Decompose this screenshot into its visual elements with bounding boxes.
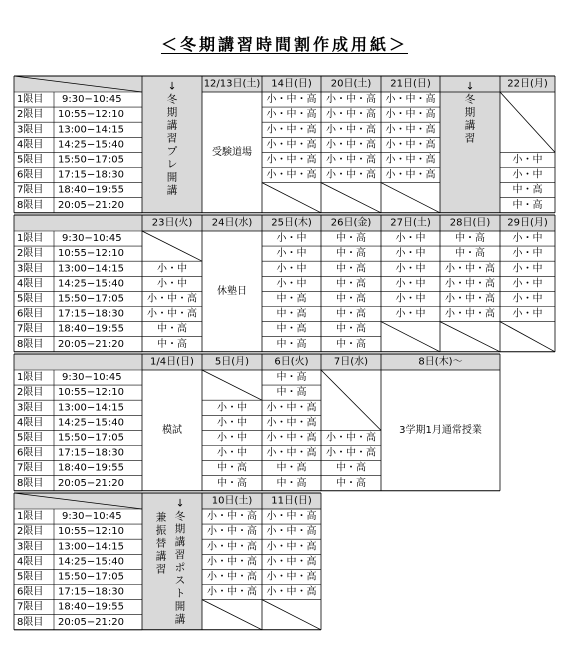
empty-slot-diagonal xyxy=(440,322,500,352)
period-label: 5限目 xyxy=(17,571,44,583)
schedule-cell: 小・中・高 xyxy=(266,109,317,121)
schedule-cell: 小・中・高 xyxy=(445,308,495,320)
header-corner xyxy=(14,354,142,370)
period-label: 2限目 xyxy=(17,526,44,538)
column-header: 8日(木)〜 xyxy=(418,356,463,368)
period-label: 1限目 xyxy=(17,94,44,106)
period-label: 8限目 xyxy=(17,477,44,489)
period-label: 1限目 xyxy=(17,511,44,523)
schedule-cell: 小・中 xyxy=(395,263,426,275)
period-label: 6限目 xyxy=(17,169,44,181)
empty-slot-diagonal xyxy=(381,183,440,213)
period-label: 6限目 xyxy=(17,308,44,320)
merged-cell-text: 模試 xyxy=(162,424,182,436)
schedule-cell: 中・高 xyxy=(157,338,187,350)
side-label-text: 期 xyxy=(464,106,476,119)
period-time: 17:15−18:30 xyxy=(58,586,125,598)
schedule-cell: 中・高 xyxy=(336,233,366,245)
schedule-cell: 中・高 xyxy=(276,372,307,384)
schedule-cell: 小・中・高 xyxy=(266,447,317,459)
empty-slot-diagonal xyxy=(321,183,381,213)
side-label-text: 期 xyxy=(166,106,178,119)
column-header: 29日(月) xyxy=(507,217,548,229)
schedule-cell: 小・中・高 xyxy=(266,417,317,429)
schedule-cell: 中・高 xyxy=(512,184,543,196)
period-time: 17:15−18:30 xyxy=(58,308,125,320)
side-label-text: 習 xyxy=(166,132,178,145)
schedule-cell: 小・中 xyxy=(276,233,307,245)
schedule-cell: 小・中 xyxy=(217,432,247,444)
side-label-cell xyxy=(142,493,202,630)
schedule-cell: 小・中・高 xyxy=(326,154,376,166)
column-header: 10日(土) xyxy=(211,495,253,507)
period-label: 3限目 xyxy=(17,124,44,136)
side-label-text: ス xyxy=(174,574,186,587)
column-header: 7日(水) xyxy=(333,356,369,368)
period-time: 18:40−19:55 xyxy=(58,462,125,474)
schedule-cell: 中・高 xyxy=(336,477,366,489)
schedule-cell: 中・高 xyxy=(336,338,366,350)
schedule-cell: 小・中・高 xyxy=(266,94,317,106)
merged-cell-text: 休塾日 xyxy=(217,285,247,297)
side-label-text: ↓ xyxy=(175,497,185,510)
schedule-cell: 中・高 xyxy=(336,278,366,290)
schedule-cell: 中・高 xyxy=(512,199,543,211)
period-label: 8限目 xyxy=(17,199,44,211)
column-header: 1/4日(日) xyxy=(150,356,194,368)
schedule-cell: 小・中 xyxy=(276,278,307,290)
schedule-cell: 小・中 xyxy=(157,263,187,275)
period-label: 2限目 xyxy=(17,109,44,121)
period-time: 14:25−15:40 xyxy=(58,278,125,290)
schedule-cell: 小・中 xyxy=(217,447,247,459)
schedule-cell: 小・中・高 xyxy=(266,154,317,166)
side-label-text: 習 xyxy=(464,132,476,145)
period-time: 20:05−21:20 xyxy=(58,199,125,211)
schedule-cell: 小・中・高 xyxy=(266,511,317,523)
period-label: 7限目 xyxy=(17,184,44,196)
schedule-cell: 中・高 xyxy=(276,308,307,320)
period-label: 7限目 xyxy=(17,323,44,335)
side-label2-text: 兼 xyxy=(155,511,167,524)
schedule-cell: 中・高 xyxy=(276,387,307,399)
schedule-cell: 小・中・高 xyxy=(266,556,317,568)
side-label-text: ↓ xyxy=(167,80,177,93)
period-time: 14:25−15:40 xyxy=(58,417,125,429)
side-label-text: 習 xyxy=(174,548,186,561)
period-time: 14:25−15:40 xyxy=(58,556,125,568)
schedule-cell: 小・中 xyxy=(512,263,543,275)
side-label-text: 講 xyxy=(464,119,476,132)
side-label-text: 講 xyxy=(174,536,186,549)
empty-slot-diagonal xyxy=(381,322,440,352)
period-time: 9:30−10:45 xyxy=(62,372,122,384)
period-time: 9:30−10:45 xyxy=(62,233,122,245)
schedule-cell: 中・高 xyxy=(276,293,307,305)
schedule-cell: 小・中・高 xyxy=(326,432,376,444)
schedule-cell: 小・中 xyxy=(217,417,247,429)
empty-slot-diagonal xyxy=(202,600,262,630)
schedule-cell: 小・中・高 xyxy=(207,586,257,598)
schedule-cell: 小・中・高 xyxy=(266,571,317,583)
period-time: 14:25−15:40 xyxy=(58,139,125,151)
schedule-cell: 中・高 xyxy=(276,462,307,474)
schedule-cell: 小・中・高 xyxy=(326,447,376,459)
schedule-cell: 小・中・高 xyxy=(266,541,317,553)
side-label-text: 講 xyxy=(166,119,178,132)
schedule-cell: 中・高 xyxy=(336,323,366,335)
side-label-text: 開 xyxy=(174,600,186,613)
schedule-cell: 中・高 xyxy=(217,477,247,489)
period-time: 20:05−21:20 xyxy=(58,616,125,628)
period-label: 7限目 xyxy=(17,601,44,613)
schedule-cell: 小・中・高 xyxy=(326,169,376,181)
side-label-text: ポ xyxy=(174,561,186,574)
side-label2-text: 講 xyxy=(155,550,167,563)
schedule-cell: 小・中・高 xyxy=(445,293,495,305)
empty-slot-diagonal xyxy=(262,183,321,213)
side-label-text: 講 xyxy=(174,613,186,626)
period-time: 15:50−17:05 xyxy=(58,571,125,583)
schedule-cell: 中・高 xyxy=(455,233,485,245)
schedule-cell: 小・中・高 xyxy=(326,139,376,151)
period-time: 13:00−14:15 xyxy=(58,402,125,414)
schedule-cell: 小・中・高 xyxy=(207,526,257,538)
schedule-cell: 小・中 xyxy=(157,278,187,290)
schedule-cell: 中・高 xyxy=(276,323,307,335)
empty-slot-diagonal xyxy=(321,370,381,430)
column-header: 28日(日) xyxy=(449,217,491,229)
column-header: 21日(日) xyxy=(390,78,431,90)
schedule-cell: 小・中・高 xyxy=(445,263,495,275)
schedule-cell: 中・高 xyxy=(336,263,366,275)
column-header: 14日(日) xyxy=(271,78,312,90)
period-time: 15:50−17:05 xyxy=(58,293,125,305)
period-time: 10:55−12:10 xyxy=(58,387,125,399)
side-label2-text: 習 xyxy=(155,563,167,576)
side-label-text: プ xyxy=(166,145,178,158)
period-label: 6限目 xyxy=(17,586,44,598)
schedule-cell: 小・中・高 xyxy=(326,124,376,136)
schedule-cell: 小・中・高 xyxy=(147,308,197,320)
period-label: 5限目 xyxy=(17,154,44,166)
schedule-cell: 中・高 xyxy=(336,462,366,474)
schedule-cell: 小・中・高 xyxy=(385,124,436,136)
period-label: 3限目 xyxy=(17,263,44,275)
period-label: 4限目 xyxy=(17,417,44,429)
side-label-text: 冬 xyxy=(166,93,178,106)
schedule-cell: 中・高 xyxy=(455,248,485,260)
period-time: 10:55−12:10 xyxy=(58,109,125,121)
schedule-cell: 小・中・高 xyxy=(207,511,257,523)
period-time: 9:30−10:45 xyxy=(62,511,122,523)
period-label: 3限目 xyxy=(17,402,44,414)
schedule-cell: 小・中・高 xyxy=(385,154,436,166)
schedule-cell: 小・中・高 xyxy=(266,586,317,598)
period-time: 17:15−18:30 xyxy=(58,447,125,459)
period-label: 1限目 xyxy=(17,372,44,384)
schedule-cell: 中・高 xyxy=(336,308,366,320)
period-label: 6限目 xyxy=(17,447,44,459)
period-time: 18:40−19:55 xyxy=(58,601,125,613)
schedule-cell: 小・中・高 xyxy=(266,139,317,151)
period-time: 9:30−10:45 xyxy=(62,94,122,106)
schedule-cell: 小・中・高 xyxy=(266,124,317,136)
schedule-cell: 小・中 xyxy=(512,248,543,260)
schedule-cell: 小・中・高 xyxy=(147,293,197,305)
empty-slot-diagonal xyxy=(500,322,555,352)
schedule-cell: 小・中・高 xyxy=(266,402,317,414)
schedule-cell: 中・高 xyxy=(336,293,366,305)
schedule-cell: 小・中・高 xyxy=(385,139,436,151)
schedule-cell: 小・中・高 xyxy=(266,526,317,538)
period-label: 5限目 xyxy=(17,432,44,444)
period-label: 4限目 xyxy=(17,139,44,151)
schedule-cell: 小・中 xyxy=(512,233,543,245)
period-label: 4限目 xyxy=(17,278,44,290)
column-header: 11日(日) xyxy=(271,495,312,507)
side-label2-text: 替 xyxy=(155,537,167,550)
period-time: 20:05−21:20 xyxy=(58,477,125,489)
period-time: 20:05−21:20 xyxy=(58,338,125,350)
period-time: 10:55−12:10 xyxy=(58,526,125,538)
period-time: 18:40−19:55 xyxy=(58,323,125,335)
schedule-cell: 小・中 xyxy=(395,308,426,320)
schedule-cell: 小・中 xyxy=(512,308,543,320)
period-label: 8限目 xyxy=(17,616,44,628)
side-label-text: レ xyxy=(166,158,178,171)
schedule-cell: 小・中・高 xyxy=(326,94,376,106)
period-label: 7限目 xyxy=(17,462,44,474)
schedule-cell: 小・中 xyxy=(217,402,247,414)
period-time: 13:00−14:15 xyxy=(58,263,125,275)
schedule-cell: 小・中 xyxy=(512,169,543,181)
schedule-cell: 小・中 xyxy=(512,278,543,290)
column-header: 25日(木) xyxy=(271,217,312,229)
schedule-cell: 中・高 xyxy=(336,248,366,260)
schedule-cell: 小・中・高 xyxy=(266,169,317,181)
period-time: 13:00−14:15 xyxy=(58,541,125,553)
schedule-cell: 小・中・高 xyxy=(207,556,257,568)
period-time: 17:15−18:30 xyxy=(58,169,125,181)
schedule-cell: 中・高 xyxy=(217,462,247,474)
schedule-cell: 小・中 xyxy=(512,154,543,166)
page-title: ＜冬期講習時間割作成用紙＞ xyxy=(160,35,408,54)
column-header: 6日(火) xyxy=(274,356,309,368)
column-header: 23日(火) xyxy=(151,217,193,229)
empty-slot-diagonal xyxy=(262,600,321,630)
schedule-cell: 小・中・高 xyxy=(385,169,436,181)
merged-cell-text: 受験道場 xyxy=(212,146,252,158)
side-label-text: ↓ xyxy=(465,80,475,93)
column-header: 5日(月) xyxy=(214,356,250,368)
period-label: 2限目 xyxy=(17,387,44,399)
period-label: 8限目 xyxy=(17,338,44,350)
empty-slot-diagonal xyxy=(500,92,555,152)
schedule-cell: 小・中・高 xyxy=(266,432,317,444)
period-time: 15:50−17:05 xyxy=(58,432,125,444)
column-header: 22日(月) xyxy=(507,78,548,90)
side-label-text: 開 xyxy=(166,171,178,184)
column-header: 20日(土) xyxy=(330,78,372,90)
period-time: 15:50−17:05 xyxy=(58,154,125,166)
period-time: 10:55−12:10 xyxy=(58,248,125,260)
side-label-text: ト xyxy=(174,587,186,600)
schedule-cell: 小・中・高 xyxy=(207,571,257,583)
schedule-cell: 中・高 xyxy=(157,323,187,335)
schedule-cell: 小・中 xyxy=(395,278,426,290)
empty-slot-diagonal xyxy=(142,231,202,261)
period-time: 18:40−19:55 xyxy=(58,184,125,196)
schedule-cell: 小・中・高 xyxy=(326,109,376,121)
empty-slot-diagonal xyxy=(202,370,262,400)
schedule-cell: 小・中 xyxy=(395,248,426,260)
schedule-cell: 小・中 xyxy=(395,293,426,305)
schedule-cell: 小・中 xyxy=(512,293,543,305)
column-header: 26日(金) xyxy=(330,217,372,229)
column-header: 27日(土) xyxy=(390,217,431,229)
side-label-text: 冬 xyxy=(174,510,186,523)
schedule-cell: 小・中・高 xyxy=(385,94,436,106)
schedule-cell: 小・中 xyxy=(276,248,307,260)
side-label-text: 期 xyxy=(174,523,186,536)
period-label: 4限目 xyxy=(17,556,44,568)
header-corner xyxy=(14,215,142,231)
side-label2-text: 振 xyxy=(155,524,167,537)
period-label: 5限目 xyxy=(17,293,44,305)
side-label-text: 冬 xyxy=(464,93,476,106)
schedule-cell: 小・中 xyxy=(276,263,307,275)
schedule-cell: 中・高 xyxy=(276,477,307,489)
schedule-cell: 小・中・高 xyxy=(385,109,436,121)
schedule-cell: 小・中・高 xyxy=(207,541,257,553)
schedule-cell: 中・高 xyxy=(276,338,307,350)
side-label-text: 講 xyxy=(166,184,178,197)
period-label: 1限目 xyxy=(17,233,44,245)
schedule-cell: 小・中 xyxy=(395,233,426,245)
period-label: 2限目 xyxy=(17,248,44,260)
period-label: 3限目 xyxy=(17,541,44,553)
column-header: 24日(水) xyxy=(211,217,253,229)
merged-cell-text: 3学期1月通常授業 xyxy=(399,424,482,436)
period-time: 13:00−14:15 xyxy=(58,124,125,136)
column-header: 12/13日(土) xyxy=(203,78,261,90)
schedule-cell: 小・中・高 xyxy=(445,278,495,290)
